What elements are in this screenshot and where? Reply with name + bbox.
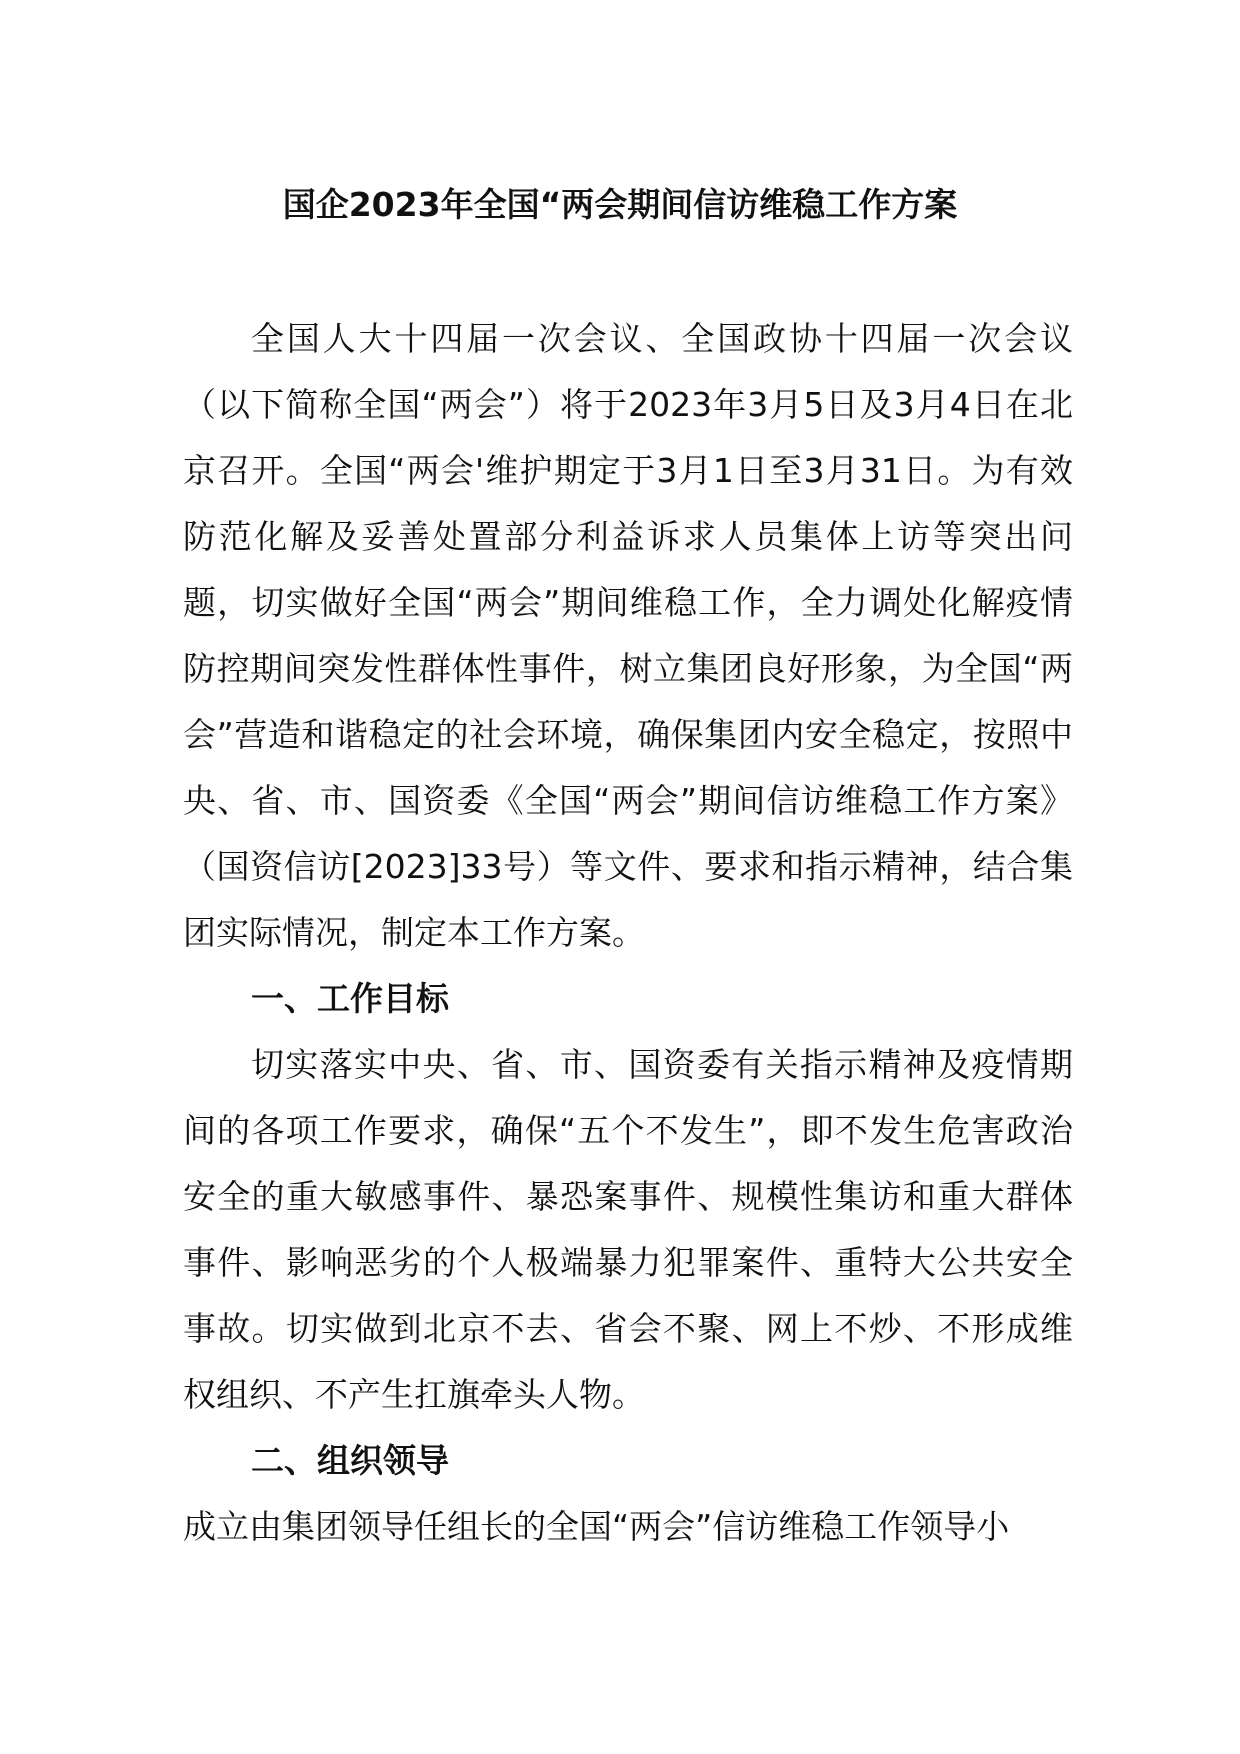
section-paragraph-goals: 切实落实中央、省、市、国资委有关指示精神及疫情期间的各项工作要求，确保“五个不发生”，即不发生危害政治安全的重大敏感事件、暴恐案事件、规模性集访和重大群体事件、影响恶劣的个人极端暴力犯罪案件、重特大公共安全事故。切实做到北京不去、省会不聚、网上不炒、不形成维权组织、不产生扛旗牵头人物。 bbox=[183, 1045, 1073, 1414]
document-title: 国企2023年全国“两会期间信访维稳工作方案 bbox=[282, 185, 958, 224]
section-heading-goals: 一、工作目标 bbox=[251, 979, 449, 1018]
document-body bbox=[183, 306, 1073, 1560]
intro-paragraph: 全国人大十四届一次会议、全国政协十四届一次会议（以下简称全国“两会”）将于2023年3月5日及3月4日在北京召开。全国“两会'维护期定于3月1日至3月31日。为有效防范化解及妥善处置部分利益诉求人员集体上访等突出问题，切实做好全国“两会”期间维稳工作，全力调处化解疫情防控期间突发性群体性事件，树立集团良好形象，为全国“两会”营造和谐稳定的社会环境，确保集团内安全稳定，按照中央、省、市、国资委《全国“两会”期间信访维稳工作方案》（国资信访[2023]33号）等文件、要求和指示精神，结合集团实际情况，制定本工作方案。 bbox=[183, 319, 1073, 952]
section-paragraph-organization: 成立由集团领导任组长的全国“两会”信访维稳工作领导小 bbox=[183, 1507, 1010, 1546]
section-heading-organization: 二、组织领导 bbox=[251, 1441, 449, 1480]
